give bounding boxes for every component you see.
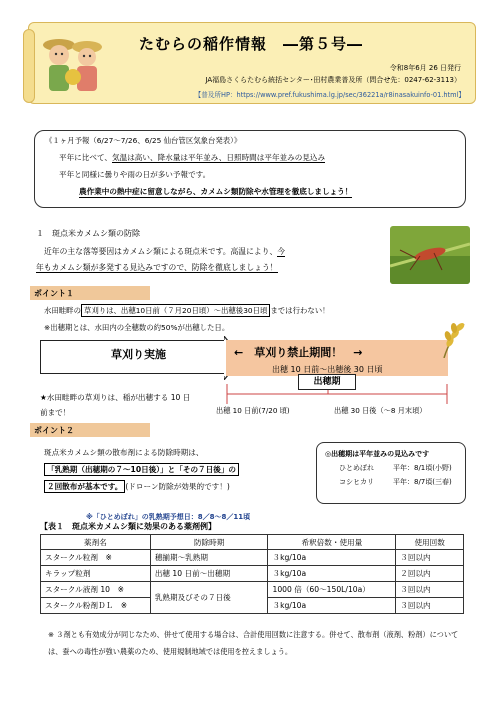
- point-1-line-1-pre: 水田畦畔の: [44, 306, 81, 315]
- point-1-line-2: ※出穂期とは、水田内の全穂数の約50%が出穂した日。: [44, 323, 230, 332]
- heading-forecast-box: [316, 442, 466, 504]
- table-cell-count: ３回以内: [396, 582, 464, 598]
- table-cell-timing: 出穂 10 日前～出穂期: [150, 566, 268, 582]
- table-cell-dose: 1000 倍（60～150L/10a）: [268, 582, 396, 598]
- section-1-body-1-highlight: 今: [277, 247, 286, 256]
- table-cell-name: スタークル液剤 10 ※: [41, 582, 151, 598]
- table-header: 薬剤名: [41, 535, 151, 550]
- table-cell-name: スタークル粉剤ＤＬ ※: [41, 598, 151, 614]
- section-1-body: [36, 244, 394, 276]
- mowing-banned-range: 出穂 10 日前～出穂後 30 日頃: [272, 365, 383, 374]
- forecast-line-1-highlight: 気温は高い、降水量は平年並み、日照時間は平年並みの見込み: [112, 153, 326, 162]
- point-2-note: ※「ひとめぼれ」の乳熟期予想日：8／8～8／11頃: [86, 513, 251, 521]
- mowing-banned-label: ← 草刈り禁止期間！ →: [234, 346, 363, 359]
- forecast-heading: 《１ヶ月予報（6/27～7/26、6/25 仙台管区気象台発表）》: [45, 136, 242, 145]
- table-cell-timing: 穂揃期～乳熟期: [150, 550, 268, 566]
- point-1-line-1-post: までは行わない！: [270, 306, 330, 315]
- issue-date: 令和8年6月 26 日発行: [389, 64, 461, 72]
- forecast-line-1-pre: 平年に比べて、: [59, 153, 113, 162]
- mowing-timeline-diagram: [30, 318, 470, 424]
- point-1-line-1: [44, 305, 330, 316]
- point-2-body-3-post: (ドローン防除が効果的です！): [125, 482, 230, 491]
- table-cell-count: ３回以内: [396, 550, 464, 566]
- table-row: [41, 582, 464, 598]
- pesticide-table: [40, 534, 464, 614]
- table-cell-dose: ３kg/10a: [268, 550, 396, 566]
- table-cell-dose: ３kg/10a: [268, 566, 396, 582]
- heading-row: [325, 461, 457, 475]
- table-cell-name: スタークル粒剤 ※: [41, 550, 151, 566]
- table-cell-dose: ３kg/10a: [268, 598, 396, 614]
- table-header-row: [41, 535, 464, 550]
- farmers-illustration-icon: [37, 33, 109, 99]
- point-2-body-3: ２回散布が基本です。: [44, 480, 125, 493]
- point-2-body-1: 斑点米カメムシ類の散布剤による防除時期は、: [44, 448, 204, 457]
- footnote: ※ ３剤とも有効成分が同じなため、併せて使用する場合は、合計使用回数に注意する。併せて、散布剤（液剤、粉剤）については、蚕への毒性が強い農薬のため、使用規制地域では使用を控えましょう。: [48, 630, 459, 656]
- section-1-body-1: 近年の主な落等要因はカメムシ類による斑点米です。高温により、: [44, 247, 278, 256]
- table-header: 希釈倍数・使用量: [268, 535, 396, 550]
- mowing-banned-band: [226, 340, 448, 376]
- table-header: 防除時期: [150, 535, 268, 550]
- heading-row: [325, 475, 457, 489]
- heading-row-date: 平年：8/7頃(三春): [393, 478, 452, 486]
- table-cell-count: ２回以内: [396, 566, 464, 582]
- mowing-allowed-label: 草刈り実施: [111, 348, 166, 361]
- table-caption: 【表１ 斑点米カメムシ類に効果のある薬剤例】: [40, 522, 216, 531]
- point-2-body: [44, 444, 304, 495]
- publisher-contact: JA福島さくらたむら統括センター･田村農業普及所（問合せ先：0247-62-3113）: [205, 76, 461, 84]
- table-header: 使用回数: [396, 535, 464, 550]
- point-1-line-1-box: 草刈りは、出穂10日前（７月20日頃）～出穂後30日頃: [81, 304, 270, 317]
- point-2-badge: ポイント２: [30, 423, 150, 437]
- heading-period-label: 出穂期: [298, 374, 356, 390]
- homepage-link[interactable]: 【普及所HP：https://www.pref.fukushima.lg.jp/sec/36221a/r8inasakuinfo-01.html】: [194, 91, 465, 99]
- forecast-box: [34, 130, 466, 208]
- forecast-line-3: 農作業中の熱中症に留意しながら、カメムシ類防除や水管理を徹底しましょう！: [79, 187, 353, 196]
- rice-ear-icon: [440, 318, 470, 358]
- header-banner: [28, 22, 476, 104]
- table-row: [41, 550, 464, 566]
- tick-before-heading: 出穂 10 日前(7/20 頃): [216, 406, 290, 415]
- table-cell-timing: 乳熟期及びその７日後: [150, 582, 268, 614]
- point-2-body-2: 「乳熟期（出穂期の７～10日後）」と「その７日後」の: [44, 463, 239, 476]
- mowing-note: ★水田畦畔の草刈りは、稲が出穂する 10 日前まで！: [40, 393, 191, 417]
- forecast-line-1: [59, 152, 455, 163]
- heading-row-variety: コシヒカリ: [339, 478, 374, 486]
- table-row: [41, 566, 464, 582]
- table-cell-name: キラップ粒剤: [41, 566, 151, 582]
- forecast-line-2: 平年と同様に曇りや雨の日が多い予報です。: [59, 170, 211, 179]
- page-title: たむらの稲作情報 ―第５号―: [139, 35, 364, 53]
- section-1-body-2: 年もカメムシ類が多発する見込みですので、防除を徹底しましょう！: [36, 263, 278, 272]
- point-1-badge: ポイント１: [30, 286, 150, 300]
- stink-bug-photo-icon: [390, 226, 470, 284]
- section-1-title: １ 斑点米カメムシ類の防除: [36, 229, 140, 238]
- heading-row-date: 平年：8/1頃(小野): [393, 464, 452, 472]
- mowing-allowed-arrow: [40, 340, 226, 374]
- tick-after-heading: 出穂 30 日後（～8 月末頃）: [334, 406, 427, 415]
- heading-row-variety: ひとめぼれ: [339, 464, 374, 472]
- table-cell-count: ３回以内: [396, 598, 464, 614]
- heading-box-title: ◎出穂期は平年並みの見込みです: [325, 450, 430, 458]
